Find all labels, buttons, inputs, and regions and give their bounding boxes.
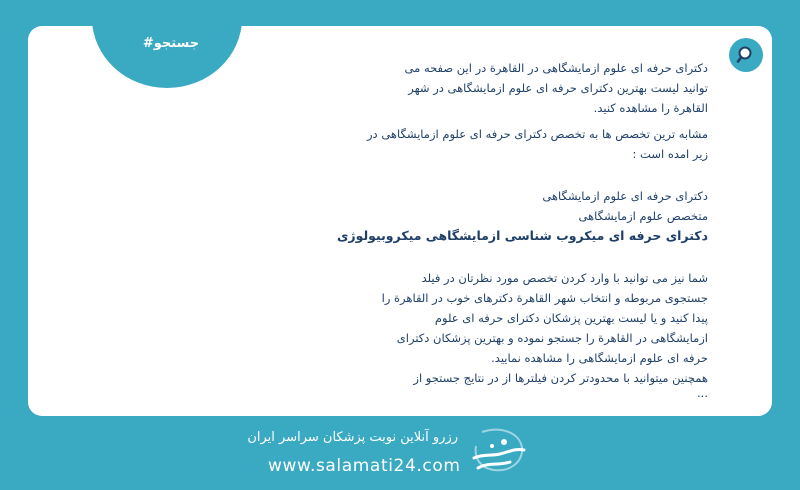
- similar-line: مشابه ترین تخصص ها به تخصص دکترای حرفه ای علوم ازمایشگاهی در: [366, 127, 708, 141]
- footer-tagline: رزرو آنلاین نوبت پزشکان سراسر ایران: [247, 430, 458, 445]
- instruction-line: ...: [697, 386, 708, 400]
- search-icon: [736, 45, 756, 65]
- salamati-logo-icon: [470, 424, 528, 480]
- intro-line: توانید لیست بهترین دکترای حرفه ای علوم ازمایشگاهی در شهر: [408, 81, 708, 95]
- article-text: [328, 58, 708, 398]
- instruction-line: پیدا کنید و یا لیست بهترین پزشکان دکترای حرفه ای علوم: [434, 311, 708, 325]
- specialty-item[interactable]: متخصص علوم ازمایشگاهی: [578, 209, 708, 223]
- instruction-line: ازمایشگاهی در القاهرة را جستجو نموده و بهترین پزشکان دکترای: [396, 331, 708, 345]
- similar-line: زیر امده است :: [632, 147, 708, 161]
- content-card: [28, 26, 772, 416]
- intro-line: القاهرة را مشاهده کنید.: [593, 101, 708, 115]
- instruction-line: شما نیز می توانید با وارد کردن تخصص مورد نظرتان در فیلد: [421, 271, 708, 285]
- specialty-item[interactable]: دکترای حرفه ای علوم ازمایشگاهی: [542, 189, 708, 203]
- search-button[interactable]: [729, 38, 763, 72]
- specialty-item[interactable]: دکترای حرفه ای میکروب شناسی ازمایشگاهی میکروبیولوژی: [336, 228, 708, 243]
- footer-url[interactable]: www.salamati24.com: [268, 456, 461, 476]
- instruction-line: همچنین میتوانید با محدودتر کردن فیلترها از در نتایج جستجو از: [413, 371, 708, 385]
- instruction-line: جستجوی مربوطه و انتخاب شهر القاهرة دکترهای خوب در القاهرة را: [381, 291, 708, 305]
- intro-line: دکترای حرفه ای علوم ازمایشگاهی در القاهرة در این صفحه می: [404, 61, 708, 75]
- search-tag[interactable]: #جستجو: [142, 36, 200, 51]
- instruction-line: حرفه ای علوم ازمایشگاهی را مشاهده نمایید.: [491, 351, 708, 365]
